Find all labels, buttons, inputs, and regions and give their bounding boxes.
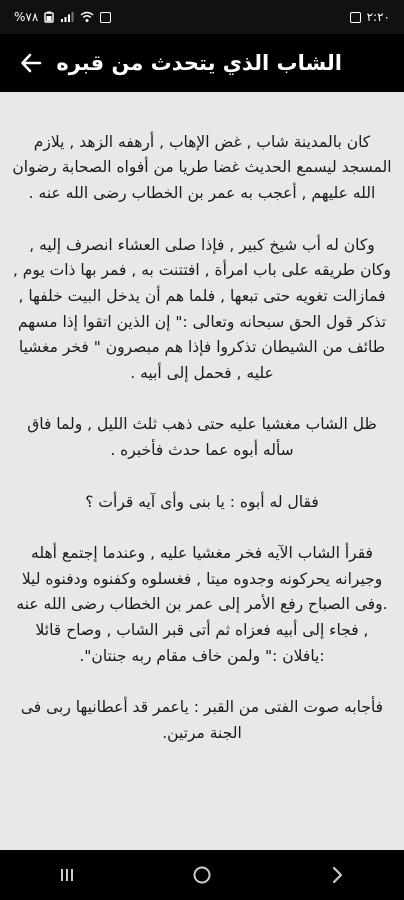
gallery-notification-icon xyxy=(350,12,361,23)
page-title: الشاب الذي يتحدث من قبره xyxy=(56,51,342,75)
battery-level: %٧٨ xyxy=(14,10,39,24)
app-bar xyxy=(0,34,404,92)
battery-icon xyxy=(44,11,54,23)
article-body xyxy=(12,104,392,772)
recents-icon xyxy=(59,867,75,883)
back-button[interactable] xyxy=(16,48,46,78)
status-right xyxy=(350,10,390,24)
status-left xyxy=(14,10,111,24)
status-bar xyxy=(0,0,404,34)
arrow-left-icon xyxy=(20,52,42,74)
chevron-left-icon xyxy=(330,866,344,884)
home-icon xyxy=(192,865,212,885)
article-paragraph: فقال له أبوه : يا بنى وأى آيه قرأت ؟ xyxy=(85,492,319,511)
system-nav-bar xyxy=(0,850,404,900)
article-paragraph: فأجابه صوت الفتى من القبر : ياعمر قد أعطانيها ربى فى الجنة مرتين. xyxy=(20,698,384,742)
article-paragraph: وكان له أب شيخ كبير , فإذا صلى العشاء انصرف إليه , وكان طريقه على باب امرأة , افتتنت به , فمر بها ذات يوم , فمازالت تغويه حتى تبعها , فلما هم أن يدخل البيت خلفها , تذكر قول الحق سبحانه وتعالى :" إن الذين اتقوا إذا مسهم طائف من الشيطان تذكروا فإذا هم مبصرون " فخر مغشيا عليه , فحمل إلى أبيه . xyxy=(12,235,392,383)
wifi-icon xyxy=(80,11,94,23)
article-paragraph: كان بالمدينة شاب , غض الإهاب , أرهفه الزهد , يلازم المسجد ليسمع الحديث غضا طريا من أفواه الصحابة رضوان الله عليهم , أعجب به عمر بن الخطاب رضى الله عنه . xyxy=(12,132,392,203)
article-paragraph: ظل الشاب مغشيا عليه حتى ذهب ثلث الليل , ولما فاق سأله أبوه عما حدث فأخبره . xyxy=(27,415,377,460)
home-button[interactable] xyxy=(182,855,222,895)
nav-back-button[interactable] xyxy=(317,855,357,895)
app-notification-icon xyxy=(100,12,111,23)
article-paragraph: فقرأ الشاب الآيه فخر مغشيا عليه , وعندما إجتمع أهله وجيرانه يحركونه وجدوه ميتا , فغسلوه وكفنوه ودفنوه ليلا .وفى الصباح رفع الأمر إلى عمر بن الخطاب رضى الله عنه , فجاء إلى أبيه فعزاه ثم أتى قبر الشاب , وصاح قائلا :يافلان :" ولمن خاف مقام ربه جنتان". xyxy=(16,543,388,665)
signal-icon xyxy=(60,11,74,23)
status-time: ٢:٢٠ xyxy=(366,10,390,24)
recents-button[interactable] xyxy=(47,855,87,895)
